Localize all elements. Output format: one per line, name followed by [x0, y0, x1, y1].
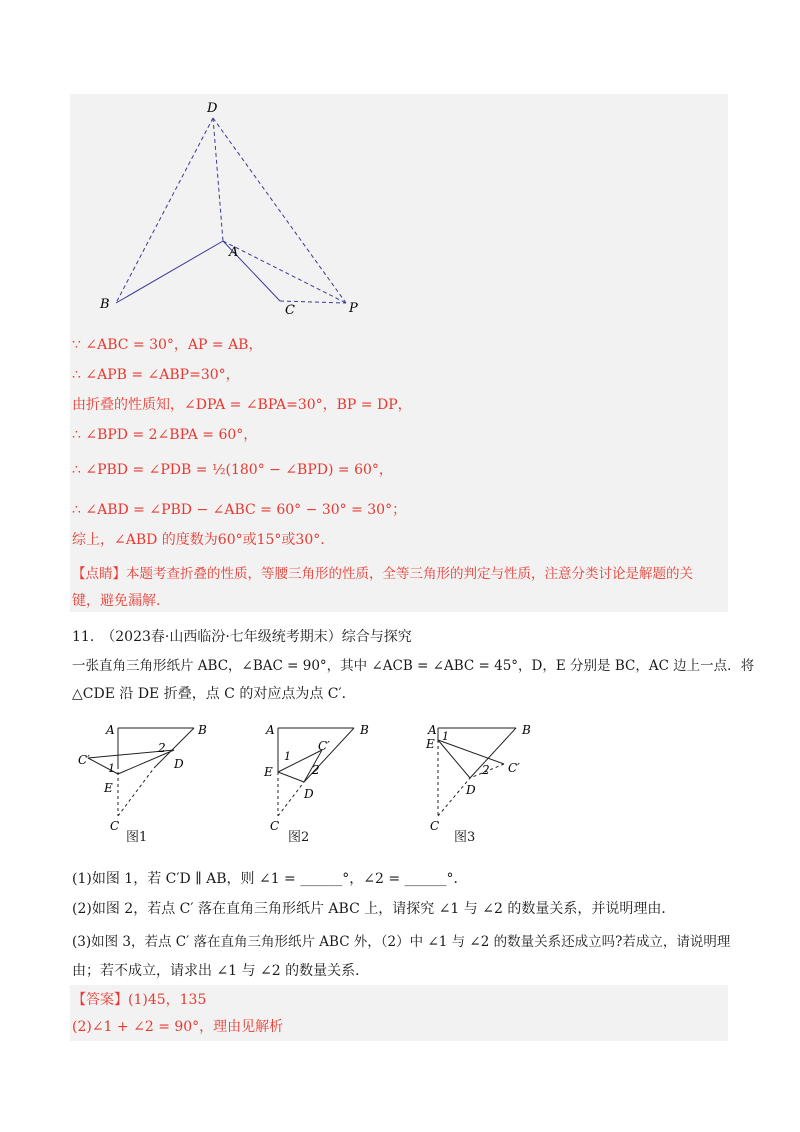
problem-line-2: △CDE 沿 DE 折叠，点 C 的对应点为点 C′． [72, 686, 356, 702]
figure-3 [424, 712, 564, 852]
fig2-A: A [266, 723, 275, 737]
fig3-D: D [466, 783, 476, 797]
label-B: B [100, 297, 110, 312]
question-3a: (3)如图 3，若点 C′ 落在直角三角形纸片 ABC 外，（2）中 ∠1 与 ∠2 的数量关系还成立吗?若成立，请说明理 [72, 934, 731, 950]
label-P: P [349, 301, 358, 316]
solution-line-4: ∴ ∠BPD = 2∠BPA = 60°， [72, 427, 258, 443]
answer-line-2: (2)∠1 + ∠2 = 90°，理由见解析 [72, 1019, 284, 1035]
fig3-n1: 1 [442, 730, 449, 743]
solution-line-2: ∴ ∠APB = ∠ABP=30°， [72, 367, 240, 383]
answer-line-1: 【答案】(1)45，135 [72, 992, 207, 1008]
fig3-E: E [426, 737, 435, 751]
fig3-n2: 2 [482, 763, 490, 777]
fig1-caption: 图1 [126, 830, 148, 845]
fig1-n2: 2 [158, 741, 166, 755]
fig3-caption: 图3 [454, 830, 476, 845]
solution-line-5: ∴ ∠PBD = ∠PDB = ½(180° − ∠BPD) = 60°， [72, 462, 393, 478]
question-3b: 由；若不成立，请求出 ∠1 与 ∠2 的数量关系． [72, 963, 370, 979]
question-2: (2)如图 2，若点 C′ 落在直角三角形纸片 ABC 上，请探究 ∠1 与 ∠2 的数量关系，并说明理由． [72, 901, 676, 917]
fig3-C: C [430, 819, 440, 833]
label-C: C [285, 303, 295, 318]
comment-line-2: 键，避免漏解. [72, 593, 161, 609]
label-D: D [207, 101, 218, 116]
fig2-n2: 2 [312, 763, 320, 777]
fig1-A: A [106, 723, 115, 737]
fig3-B: B [522, 723, 531, 737]
solution-line-3: 由折叠的性质知，∠DPA = ∠BPA=30°，BP = DP， [72, 397, 412, 413]
question-1: (1)如图 1，若 C′D ∥ AB，则 ∠1 = ______°，∠2 = ______°． [72, 871, 468, 887]
fig2-caption: 图2 [288, 830, 310, 845]
label-A: A [229, 245, 239, 260]
problem-header: 11. （2023春·山西临汾·七年级统考期末）综合与探究 [72, 629, 412, 645]
fig2-B: B [360, 723, 369, 737]
fig1-C: C [110, 819, 120, 833]
fig2-n1: 1 [284, 750, 291, 763]
fig2-C: C [270, 819, 280, 833]
fold-figure-top [72, 96, 372, 326]
fig3-A: A [428, 723, 437, 737]
solution-line-6: ∴ ∠ABD = ∠PBD − ∠ABC = 60° − 30° = 30°； [72, 502, 407, 518]
fig1-D: D [174, 757, 184, 771]
fig2-E: E [264, 765, 273, 779]
figure-2 [258, 712, 398, 852]
fig1-B: B [198, 723, 207, 737]
fig1-n1: 1 [108, 762, 115, 775]
figure-1 [78, 712, 238, 852]
problem-line-1: 一张直角三角形纸片 ABC，∠BAC = 90°，其中 ∠ACB = ∠ABC = 45°，D，E 分别是 BC，AC 边上一点．将 [72, 658, 755, 674]
fig1-E: E [104, 781, 113, 795]
solution-line-7: 综上，∠ABD 的度数为60°或15°或30°. [72, 532, 325, 548]
fig3-C1: C′ [508, 761, 520, 775]
fig2-D: D [304, 787, 314, 801]
comment-line-1: 【点睛】本题考查折叠的性质，等腰三角形的性质，全等三角形的判定与性质，注意分类讨论是解题的关 [72, 566, 693, 582]
solution-line-1: ∵ ∠ABC = 30°，AP = AB， [72, 337, 263, 353]
fig2-C1: C′ [318, 739, 330, 753]
fig1-C1: C′ [78, 753, 90, 767]
